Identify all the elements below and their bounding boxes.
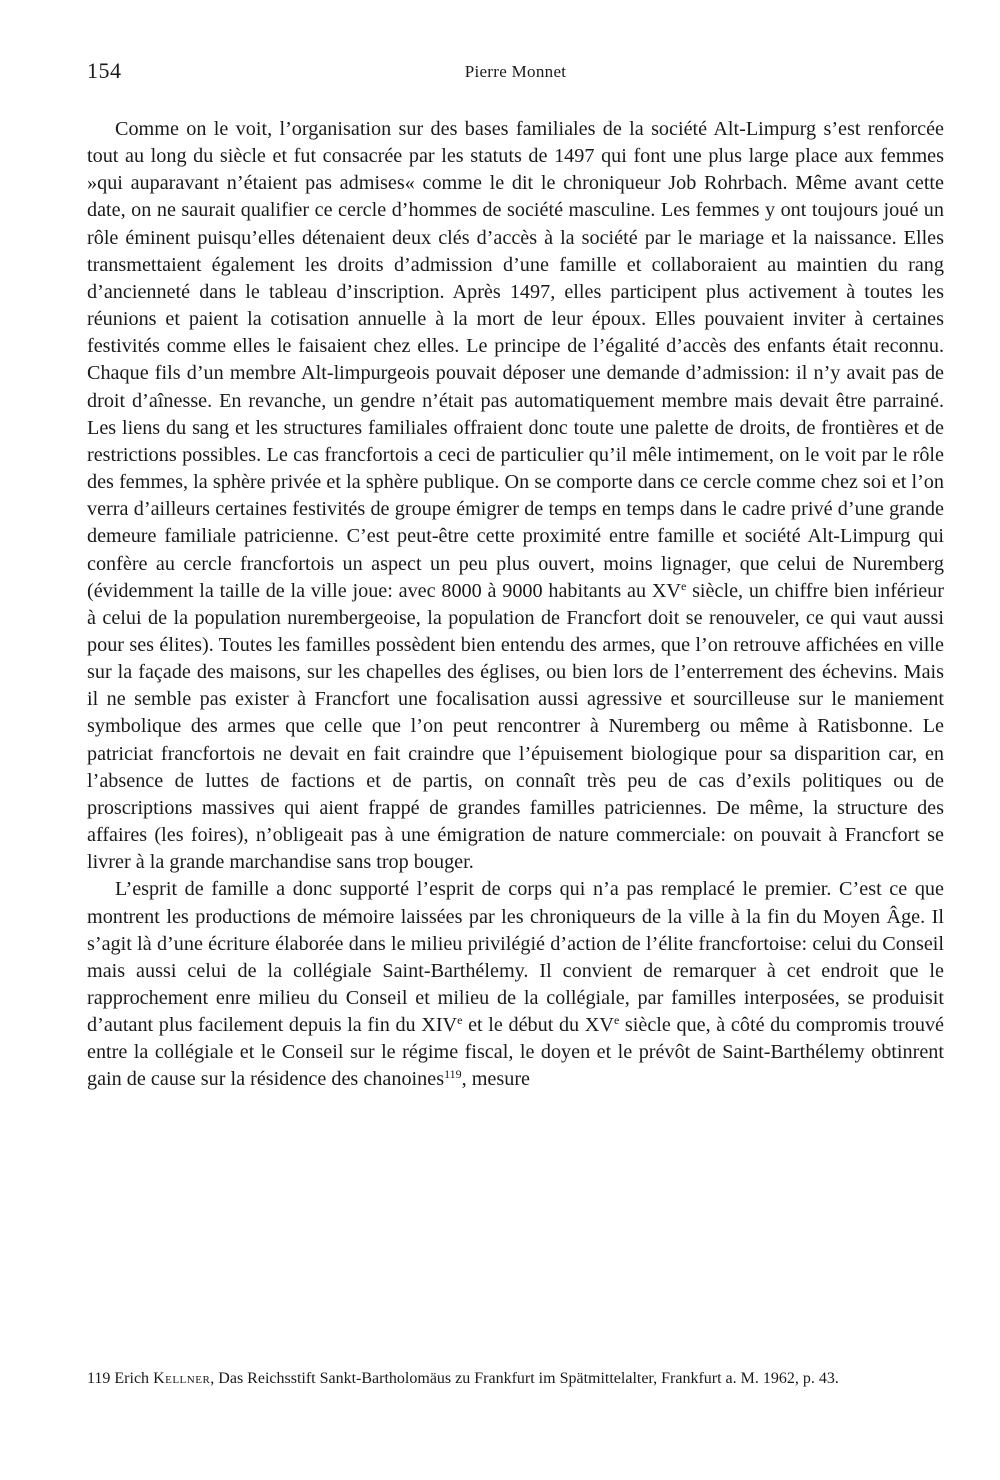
- footnote: [87, 1368, 944, 1389]
- superscript: e: [457, 1013, 463, 1028]
- paragraph-2-text: L’esprit de famille a donc supporté l’esprit de corps qui n’a pas remplacé le premier. C’est ce que montrent les productions de mémoire laissées par les chroniqueurs de la ville à la fin du Moyen Âge. Il s’agit là d’une écriture élaborée dans le milieu privilégié d’action de l’élite francfortoise: celui du Conseil mais aussi celui de la collégiale Saint-Barthélemy. Il convient de remarquer à cet endroit que le rapprochement enre milieu du Conseil et milieu de la collégiale, par familles interposées, se produisit d’autant plus facilement depuis la fin du XIV: [87, 878, 944, 1037]
- paragraph-1-text-after: siècle, un chiffre bien inférieur à celui de la population nurembergeoise, la population de Francfort doit se renouveler, ce qui vaut aussi pour ses élites). Toutes les familles possèdent bien entendu des armes, que l’on retrouve affichées en ville sur la façade des maisons, sur les chapelles des églises, ou bien lors de l’enterrement des échevins. Mais il ne semble pas exister à Francfort une focalisation aussi agressive et sourcilleuse sur le maniement symbolique des armes que celle que l’on peut rencontrer à Nuremberg ou même à Ratisbonne. Le patriciat francfortois ne devait en fait craindre que l’épuisement biologique pour sa disparition car, en l’absence de luttes de factions et de partis, on connaît très peu de cas d’exils politiques ou de proscriptions massives qui aient frappé de grandes familles patriciennes. De même, la structure des affaires (les foires), n’obligeait pas à une émigration de nature commerciale: on pouvait à Francfort se livrer à la grande marchandise sans trop bouger.: [87, 579, 944, 874]
- footnote-text: , Das Reichsstift Sankt-Bartholomäus zu Frankfurt im Spätmittelalter, Frankfurt a. M. 1962, p. 43.: [210, 1370, 839, 1387]
- paragraph-2: [87, 876, 944, 1093]
- paragraph-1-text: Comme on le voit, l’organisation sur des bases familiales de la société Alt-Limpurg s’est renforcée tout au long du siècle et fut consacrée par les statuts de 1497 qui font une plus large place aux femmes »qui auparavant n’étaient pas admises« comme le dit le chroniqueur Job Rohrbach. Même avant cette date, on ne saurait qualifier ce cercle d’hommes de société masculine. Les femmes y ont toujours joué un rôle éminent puisqu’elles détenaient deux clés d’accès à la société par le mariage et la naissance. Elles transmettaient également les droits d’admission d’une famille et collaboraient au maintien du rang d’ancienneté dans le tableau d’inscription. Après 1497, elles participent plus activement à toutes les réunions et paient la cotisation annuelle à la mort de leur époux. Elles pouvaient inviter à certaines festivités comme elles le faisaient chez elles. Le principe de l’égalité d’accès des enfants était reconnu. Chaque fils d’un membre Alt-limpurgeois pouvait déposer une demande d’admission: il n’y avait pas de droit d’aînesse. En revanche, un gendre n’était pas automatiquement membre mais devait être parrainé. Les liens du sang et les structures familiales offraient donc toute une palette de droits, de frontières et de restrictions possibles. Le cas francfortois a ceci de particulier qu’il mêle intimement, on le voit par le rôle des femmes, la sphère privée et la sphère publique. On se comporte dans ce cercle comme chez soi et l’on verra d’ailleurs certaines festivités de groupe émigrer de temps en temps dans le cadre privé d’une grande demeure familiale patricienne. C’est peut-être cette proximité entre famille et société Alt-Limpurg qui confère au cercle francfortois un aspect un peu plus ouvert, moins lignager, que celui de Nuremberg (évidemment la taille de la ville joue: avec 8000 à 9000 habitants au XV: [87, 118, 944, 602]
- footnote-author-first: Erich: [114, 1370, 154, 1387]
- page-header: [87, 58, 944, 92]
- paragraph-2-text-after: , mesure: [461, 1068, 531, 1091]
- paragraph-2-text-mid2: siècle que, à côté du compromis trouvé entre la collégiale et le Conseil sur le régime fiscal, le doyen et le prévôt de Saint-Barthélemy obtinrent gain de cause sur la résidence des chanoines: [87, 1014, 944, 1091]
- footnote-reference[interactable]: 119: [444, 1067, 462, 1082]
- superscript: e: [613, 1013, 620, 1028]
- footnote-number: 119: [87, 1370, 111, 1387]
- body-text: [87, 116, 944, 1094]
- superscript: e: [680, 578, 687, 593]
- footnote-author-last: Kellner: [153, 1370, 211, 1387]
- paragraph-1: [87, 116, 944, 876]
- paragraph-2-text-mid: et le début du XV: [462, 1014, 614, 1037]
- running-head: Pierre Monnet: [464, 62, 567, 81]
- page-number: 154: [87, 58, 122, 83]
